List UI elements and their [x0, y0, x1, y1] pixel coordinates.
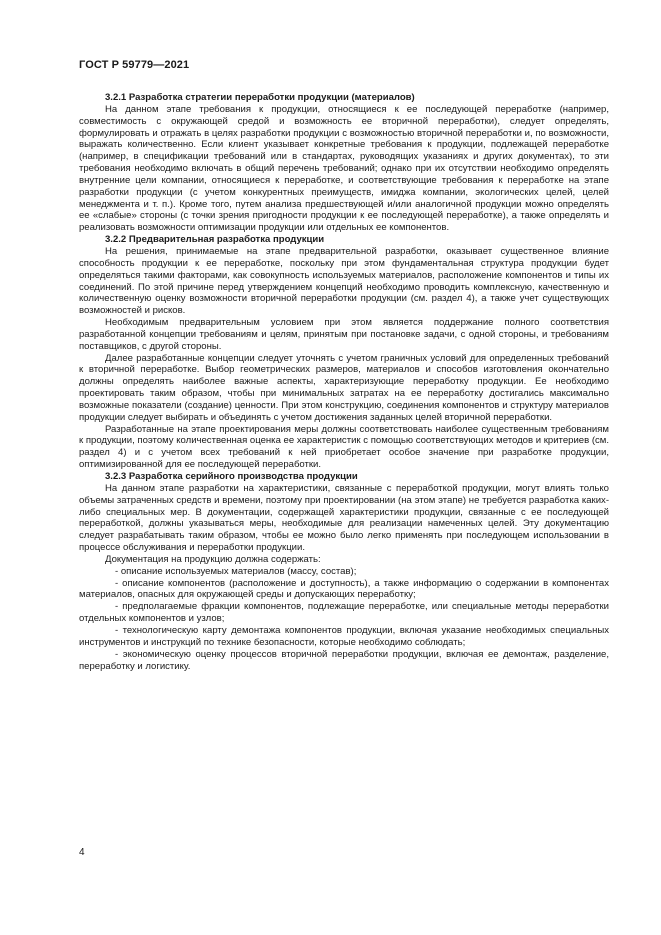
paragraph: На данном этапе разработки на характеристики, связанные с переработкой продукции, могут влиять только объемы затраченных средств и времени, поэтому при проектировании (на этом этапе) не требуется разработка каких-либо специальных мер. В документации, содержащей характеристики продукции, связанные с ее последующей переработкой, должны указываться меры, необходимые для реализации намеченных целей. Эту документацию следует разрабатывать таким образом, чтобы ее можно было легко применять при последующем использовании в процессе обслуживания и переработки продукции. — [79, 482, 609, 554]
document-body — [79, 92, 609, 672]
document-code: ГОСТ Р 59779—2021 — [79, 59, 190, 71]
list-item: - экономическую оценку процессов вторичной переработки продукции, включая ее демонтаж, разделение, переработку и логистику. — [79, 648, 609, 672]
list-item: - предполагаемые фракции компонентов, подлежащие переработке, или специальные методы переработки отдельных компонентов и узлов; — [79, 601, 609, 625]
paragraph: Необходимым предварительным условием при этом является поддержание полного соответствия разработанной концепции требованиям и целям, принятым при постановке задачи, с одной стороны, и требованиям поставщиков, с другой стороны. — [79, 317, 609, 352]
list-item: - описание используемых материалов (массу, состав); — [115, 565, 357, 577]
paragraph: Документация на продукцию должна содержать: — [105, 553, 321, 565]
paragraph: Далее разработанные концепции следует уточнять с учетом граничных условий для определенных требований к вторичной переработке. Выбор геометрических размеров, материалов и способов изготовления окончательно должны определять наиболее важные аспекты, характеризующие переработку продукции. Ее необходимо проектировать таким образом, чтобы при минимальных затратах на ее переработку достигались максимально возможные показатели (создание) ценности. При этом конструкцию, соединения компонентов и структуру материалов продукции следует выбирать и объединять с учетом достижения заданных целей вторичной переработки. — [79, 352, 609, 423]
page-number: 4 — [79, 847, 85, 858]
paragraph: На решения, принимаемые на этапе предварительной разработки, оказывает существенное влияние способность продукции к ее переработке, поскольку при этом фундаментальная структура продукции будет определяться такими факторами, как совокупность используемых материалов, расположение компонентов и типы их соединений. По этой причине перед утверждением концепций необходимо проводить комплексную, качественную и количественную оценку возможности вторичной переработки продукции (см. раздел 4), а также учет существующих возможностей и рисков. — [79, 245, 609, 317]
list-item: - описание компонентов (расположение и доступность), а также информацию о содержании в компонентах материалов, опасных для окружающей среды и допускающих переработку; — [79, 577, 609, 601]
paragraph: На данном этапе требования к продукции, относящиеся к ее последующей переработке (например, совместимость с окружающей средой и возможность ее вторичной переработки), следует определять, формулировать и отражать в целях разработки продукции с возможностью вторичной переработки и, по возможности, выражать количественно. Если клиент указывает конкретные требования к продукции, подлежащей переработке (например, в спецификации требований или в стандартах, руководящих указаниях и других документах), то эти требования необходимо включать в общий перечень требований; однако при их отсутствии необходимо определять внутренние цели компании, относящиеся к переработке, и соответствующие требования к переработке на этапе разработки продукции (с учетом конкурентных преимуществ, имиджа компании, экологических целей, целей менеджмента и т. п.). Кроме того, путем анализа предшествующей и/или аналогичной продукции можно определять ее «слабые» стороны (с точки зрения пригодности продукции к ее последующей переработке), а также определять и реализовать возможности оптимизации продукции или отдельных ее компонентов. — [79, 103, 609, 234]
section-heading-3-2-3: 3.2.3 Разработка серийного производства продукции — [105, 471, 358, 482]
list-item: - технологическую карту демонтажа компонентов продукции, включая указание необходимых специальных инструментов и инструкций по технике безопасности, которые необходимо соблюдать; — [79, 624, 609, 648]
section-heading-3-2-1: 3.2.1 Разработка стратегии переработки продукции (материалов) — [105, 92, 415, 103]
section-heading-3-2-2: 3.2.2 Предварительная разработка продукции — [105, 234, 325, 246]
paragraph: Разработанные на этапе проектирования меры должны соответствовать наиболее существенным требованиям к продукции, поэтому количественная оценка ее характеристик с помощью соответствующих методов и критериев (см. раздел 4) и с учетом всех требований к ней приобретает особое значение при разработке продукции, оптимизированной для ее последующей переработки. — [79, 423, 609, 471]
